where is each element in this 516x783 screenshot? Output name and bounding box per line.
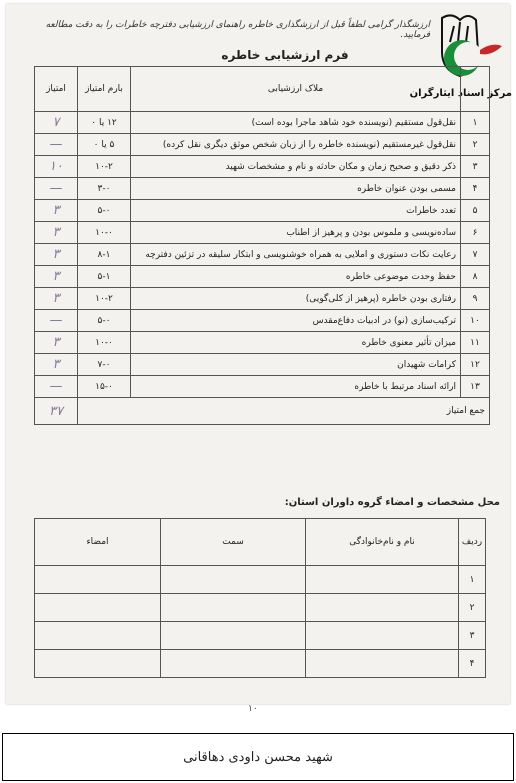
row-score: ۱۰ — [35, 156, 78, 178]
evaluation-row — [35, 134, 490, 156]
header-range: بارم امتیاز — [78, 67, 131, 112]
evaluation-table — [34, 66, 490, 425]
row-index: ۴ — [461, 178, 490, 200]
row-score: ۳ — [35, 244, 78, 266]
header-index — [461, 67, 490, 112]
evaluation-row — [35, 200, 490, 222]
row-criterion: تعدد خاطرات — [131, 200, 461, 222]
evaluation-row — [35, 310, 490, 332]
row-range: ۱۲ یا ۰ — [78, 112, 131, 134]
judges-row — [35, 622, 486, 650]
judge-signature-cell — [35, 594, 161, 622]
row-range: ۱۰-۰ — [78, 222, 131, 244]
evaluation-row — [35, 266, 490, 288]
row-criterion: حفظ وحدت موضوعی خاطره — [131, 266, 461, 288]
row-score: ۳ — [35, 222, 78, 244]
row-criterion: رفتاری بودن خاطره (پرهیز از کلی‌گویی) — [131, 288, 461, 310]
header-position: سمت — [161, 519, 306, 566]
row-score: — — [35, 134, 78, 156]
judges-section-title: محل مشخصات و امضاء گروه داوران استان: — [284, 497, 500, 508]
evaluation-row — [35, 112, 490, 134]
evaluation-row — [35, 332, 490, 354]
page-number: ۱۰ — [248, 704, 258, 714]
row-criterion: میزان تأثیر معنوی خاطره — [131, 332, 461, 354]
evaluation-row — [35, 244, 490, 266]
judge-signature-cell — [35, 622, 161, 650]
judge-row-number: ۴ — [459, 650, 486, 678]
row-index: ۱۰ — [461, 310, 490, 332]
total-score: ۳۷ — [35, 398, 78, 425]
header-signature: امضاء — [35, 519, 161, 566]
form-title: فرم ارزشیابی خاطره — [221, 48, 349, 62]
row-score: — — [35, 178, 78, 200]
evaluation-body — [35, 112, 490, 425]
judge-name-cell — [306, 622, 459, 650]
judge-row-number: ۳ — [459, 622, 486, 650]
judges-table — [34, 518, 486, 678]
row-index: ۶ — [461, 222, 490, 244]
row-criterion: ارائه اسناد مرتبط با خاطره — [131, 376, 461, 398]
row-criterion: ساده‌نویسی و ملموس بودن و پرهیز از اطناب — [131, 222, 461, 244]
row-criterion: نقل‌قول مستقیم (نویسنده خود شاهد ماجرا بوده است) — [131, 112, 461, 134]
judge-name-cell — [306, 566, 459, 594]
evaluation-row — [35, 376, 490, 398]
judge-signature-cell — [35, 566, 161, 594]
row-criterion: کرامات شهیدان — [131, 354, 461, 376]
row-criterion: نقل‌قول غیرمستقیم (نویسنده خاطره را از زبان شخص موثق دیگری نقل کرده) — [131, 134, 461, 156]
judge-name-cell — [306, 650, 459, 678]
row-index: ۷ — [461, 244, 490, 266]
judge-signature-cell — [35, 650, 161, 678]
judges-header-row — [35, 519, 486, 566]
row-index: ۱۳ — [461, 376, 490, 398]
judge-position-cell — [161, 650, 306, 678]
row-index: ۱۱ — [461, 332, 490, 354]
row-score: ۳ — [35, 288, 78, 310]
header-row-number: ردیف — [459, 519, 486, 566]
row-index: ۱ — [461, 112, 490, 134]
caption-box — [2, 733, 514, 781]
row-score: ۷ — [35, 112, 78, 134]
row-index: ۱۲ — [461, 354, 490, 376]
evaluation-total-row — [35, 398, 490, 425]
row-index: ۹ — [461, 288, 490, 310]
logo-text: مرکز اسناد ایثارگران — [409, 88, 512, 99]
row-range: ۳-۰ — [78, 178, 131, 200]
row-range: ۱۵-۰ — [78, 376, 131, 398]
judges-body — [35, 566, 486, 678]
row-score: — — [35, 310, 78, 332]
row-score: ۳ — [35, 354, 78, 376]
row-score: ۳ — [35, 200, 78, 222]
total-label: جمع امتیاز — [78, 398, 490, 425]
row-range: ۷-۰ — [78, 354, 131, 376]
judge-name-cell — [306, 594, 459, 622]
judges-row — [35, 650, 486, 678]
header-name: نام و نام‌خانوادگی — [306, 519, 459, 566]
evaluation-row — [35, 288, 490, 310]
row-range: ۵ یا ۰ — [78, 134, 131, 156]
judges-row — [35, 594, 486, 622]
row-index: ۳ — [461, 156, 490, 178]
row-score: ۳ — [35, 332, 78, 354]
header-criterion: ملاک ارزشیابی — [131, 67, 461, 112]
intro-text: ارزشگذار گرامی لطفاً قبل از ارزشگذاری خاطره راهنمای ارزشیابی دفترچه خاطرات را به دقت مطالعه فرمایید. — [45, 20, 430, 40]
evaluation-row — [35, 354, 490, 376]
row-score: ۳ — [35, 266, 78, 288]
row-range: ۵-۱ — [78, 266, 131, 288]
row-range: ۱۰-۲ — [78, 288, 131, 310]
header-score: امتیاز — [35, 67, 78, 112]
judges-row — [35, 566, 486, 594]
row-range: ۵-۰ — [78, 200, 131, 222]
row-score: — — [35, 376, 78, 398]
row-criterion: ترکیب‌سازی (نو) در ادبیات دفاع‌مقدس — [131, 310, 461, 332]
evaluation-row — [35, 222, 490, 244]
judge-position-cell — [161, 566, 306, 594]
row-range: ۸-۱ — [78, 244, 131, 266]
row-index: ۸ — [461, 266, 490, 288]
row-range: ۵-۰ — [78, 310, 131, 332]
caption-text: شهید محسن داودی دهاقانی — [183, 749, 333, 765]
row-range: ۱۰-۲ — [78, 156, 131, 178]
judge-position-cell — [161, 594, 306, 622]
row-index: ۲ — [461, 134, 490, 156]
row-criterion: مسمی بودن عنوان خاطره — [131, 178, 461, 200]
judge-row-number: ۱ — [459, 566, 486, 594]
row-criterion: رعایت نکات دستوری و املایی به همراه خوشنویسی و ابتکار سلیقه در تزئین دفترچه — [131, 244, 461, 266]
evaluation-header-row — [35, 67, 490, 112]
evaluation-row — [35, 156, 490, 178]
row-criterion: ذکر دقیق و صحیح زمان و مکان حادثه و نام و مشخصات شهید — [131, 156, 461, 178]
judge-row-number: ۲ — [459, 594, 486, 622]
row-range: ۱۰-۰ — [78, 332, 131, 354]
judge-position-cell — [161, 622, 306, 650]
evaluation-row — [35, 178, 490, 200]
row-index: ۵ — [461, 200, 490, 222]
